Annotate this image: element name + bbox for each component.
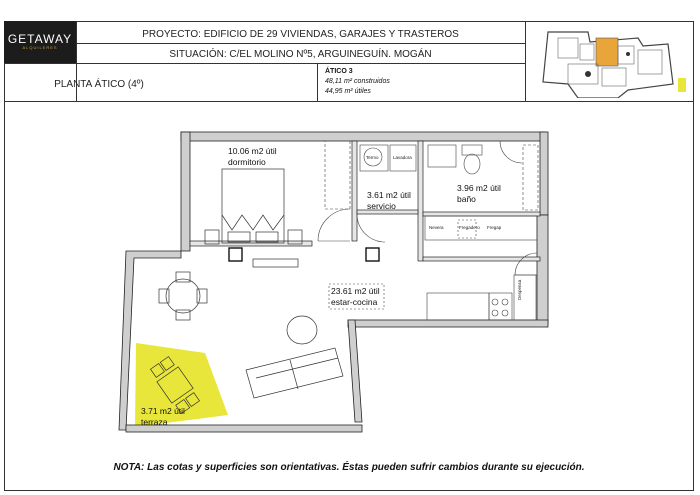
fixture-despensa: Despensa	[517, 279, 522, 300]
footer-note: NOTA: Las cotas y superficies son orientativas. Éstas pueden sufrir cambios durante su ejecución.	[113, 462, 585, 473]
fixture-termo: Termo	[366, 155, 379, 160]
room-dormitorio-area: 10.06 m2 útil	[228, 146, 277, 156]
useful-area: 44,95 m² útiles	[325, 88, 371, 95]
pillars	[229, 248, 379, 261]
built-area: 48,11 m² construidos	[325, 78, 390, 85]
fixture-nevera: Nevera	[429, 225, 444, 230]
kitchen-counter	[425, 216, 537, 320]
project-location: SITUACIÓN: C/EL MOLINO Nº5, ARGUINEGUÍN. MOGÁN	[169, 49, 432, 60]
logo-subtext: ALQUILERES	[22, 45, 58, 50]
project-title: PROYECTO: EDIFICIO DE 29 VIVIENDAS, GARAJES Y TRASTEROS	[142, 29, 459, 40]
wardrobe	[325, 141, 350, 209]
bathroom-fixtures	[428, 145, 538, 210]
radiator	[253, 259, 298, 267]
fixture-lavadora: Lavadora	[393, 155, 412, 160]
unit-name: ÁTICO 3	[325, 68, 353, 75]
room-terraza-area: 3.71 m2 útil	[141, 406, 185, 416]
room-bano-area: 3.96 m2 útil	[457, 183, 501, 193]
fixture-fregap: Fregap	[487, 225, 502, 230]
room-dormitorio-name: dormitorio	[228, 157, 266, 167]
room-bano-name: baño	[457, 194, 476, 204]
fixture-fregadero: Fregadero	[459, 225, 480, 230]
floor-title: PLANTA ÁTICO (4º)	[54, 79, 144, 90]
room-servicio-name: servicio	[367, 201, 396, 211]
sofa	[246, 348, 343, 398]
room-estar-area: 23.61 m2 útil	[331, 286, 380, 296]
room-estar-name: estar-cocina	[331, 297, 378, 307]
coffee-table	[287, 316, 317, 344]
dining-table	[159, 272, 207, 320]
bed	[205, 169, 302, 244]
room-terraza-name: terraza	[141, 417, 168, 427]
logo-text: GETAWAY	[7, 32, 73, 46]
room-servicio-area: 3.61 m2 útil	[367, 190, 411, 200]
door-swings	[318, 141, 537, 275]
